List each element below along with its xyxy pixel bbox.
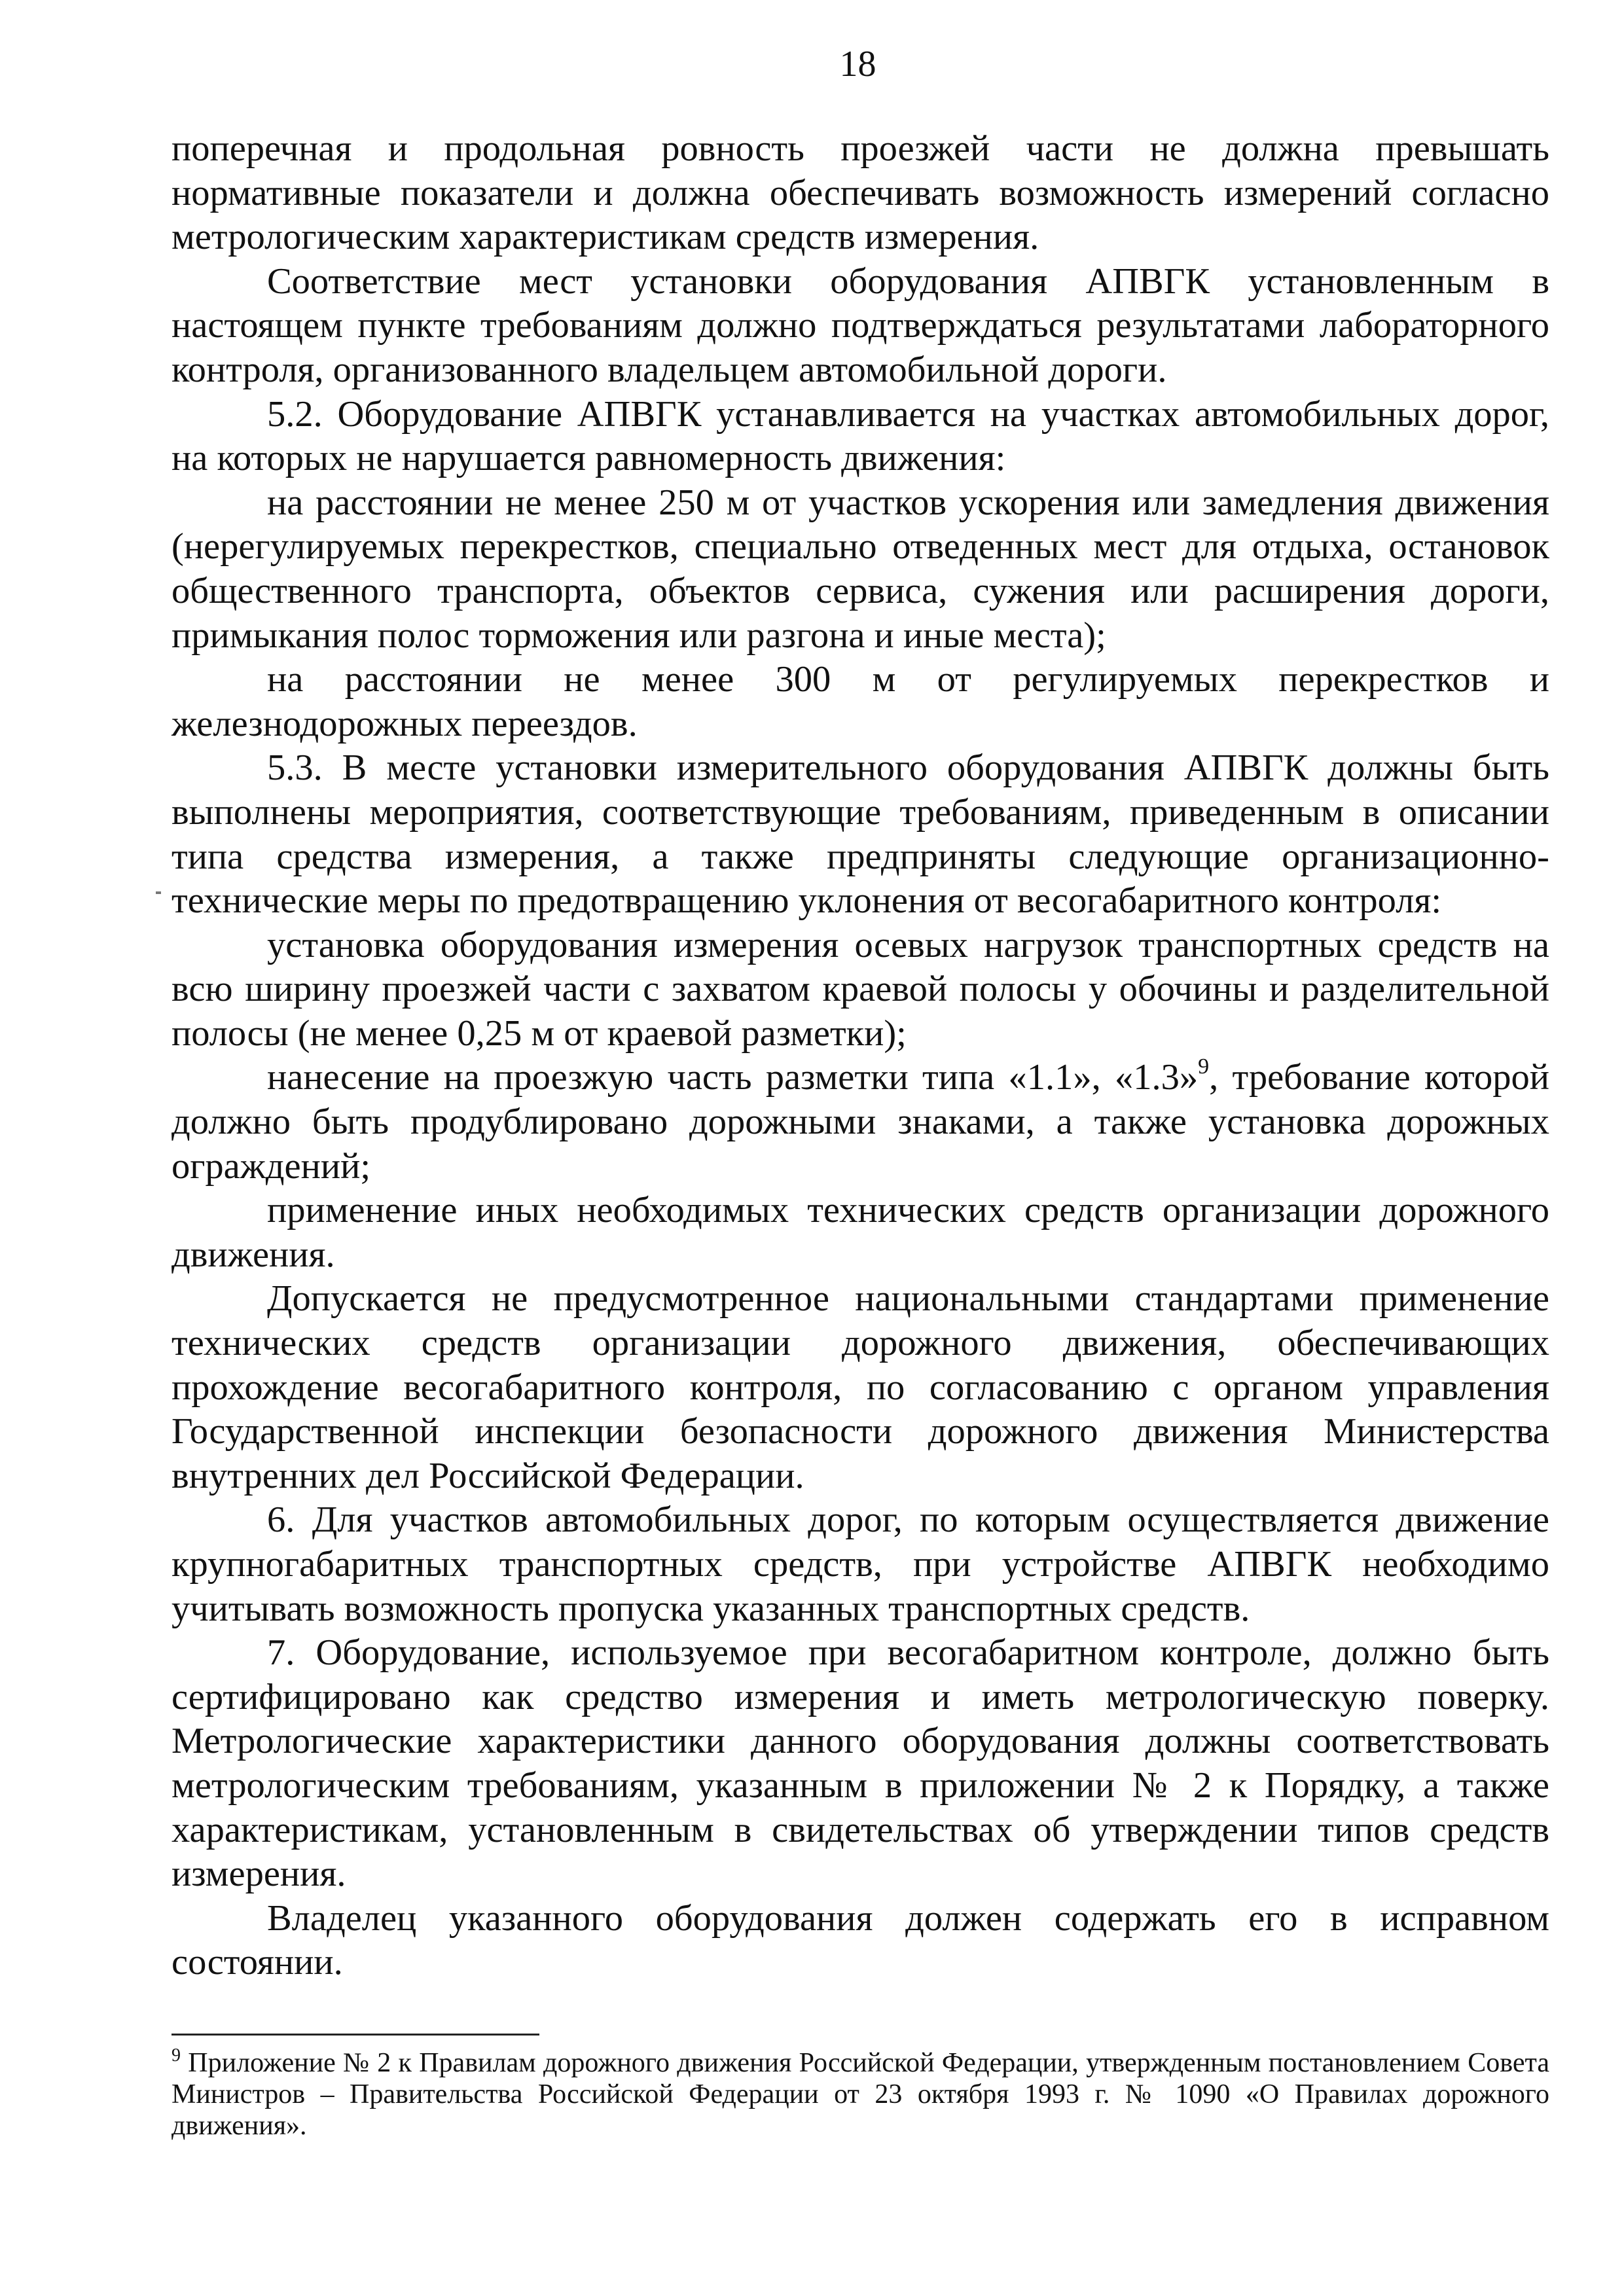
page-number: 18: [839, 44, 876, 84]
paragraph-250m: на расстоянии не менее 250 м от участков ускорения или замедления движения (нерегулируемых перекрестков, специально отведенных мест для отдыха, остановок общественного транспорта, объектов сервиса, сужения или расширения дороги, примыкания полос торможения или разгона и иные места);: [171, 482, 1549, 656]
paragraph-5-3: 5.3. В месте установки измерительного оборудования АПВГК должны быть выполнены мероприятия, соответствующие требованиям, приведенным в описании типа средства измерения, а также предприняты следующие организационно-технические меры по предотвращению уклонения от весогабаритного контроля:: [171, 747, 1549, 922]
footnote: [171, 2047, 1549, 2142]
paragraph-owner: Владелец указанного оборудования должен содержать его в исправном состоянии.: [171, 1897, 1549, 1983]
paragraph-6: 6. Для участков автомобильных дорог, по которым осуществляется движение крупногабаритных транспортных средств, при устройстве АПВГК необходимо учитывать возможность пропуска указанных транспортных средств.: [171, 1499, 1549, 1629]
marking-text-after: , требование которой должно быть продублировано дорожными знаками, а также установка дорожных ограждений;: [171, 1057, 1549, 1187]
paragraph-other-means: применение иных необходимых технических средств организации дорожного движения.: [171, 1190, 1549, 1275]
footnote-reference: 9: [1198, 1054, 1210, 1079]
marking-text-before: нанесение на проезжую часть разметки типа «1.1», «1.3»: [267, 1057, 1199, 1098]
footnote-divider: [171, 2034, 539, 2036]
paragraph-permitted: Допускается не предусмотренное национальными стандартами применение технических средств организации дорожного движения, обеспечивающих прохождение весогабаритного контроля, по согласованию с органом управления Государственной инспекции безопасности дорожного движения Министерства внутренних дел Российской Федерации.: [171, 1278, 1549, 1496]
margin-mark: [156, 891, 161, 894]
paragraph-lab-control: Соответствие мест установки оборудования АПВГК установленным в настоящем пункте требованиям должно подтверждаться результатами лабораторного контроля, организованного владельцем автомобильной дороги.: [171, 260, 1549, 390]
footnote-text: Приложение № 2 к Правилам дорожного движения Российской Федерации, утвержденным постановлением Совета Министров – Правительства Российской Федерации от 23 октября 1993 г. № 1090 «О Правилах дорожного движения».: [171, 2048, 1549, 2141]
paragraph-7: 7. Оборудование, используемое при весогабаритном контроле, должно быть сертифицировано как средство измерения и иметь метрологическую поверку. Метрологические характеристики данного оборудования должны соответствовать метрологическим требованиям, указанным в приложении № 2 к Порядку, а также характеристикам, установленным в свидетельствах об утверждении типов средств измерения.: [171, 1632, 1549, 1895]
paragraph-300m: на расстоянии не менее 300 м от регулируемых перекрестков и железнодорожных переездов.: [171, 659, 1549, 744]
body-text: [171, 127, 1549, 1985]
paragraph-5-2: 5.2. Оборудование АПВГК устанавливается на участках автомобильных дорог, на которых не нарушается равномерность движения:: [171, 393, 1549, 479]
paragraph-evenness: поперечная и продольная ровность проезжей части не должна превышать нормативные показатели и должна обеспечивать возможность измерений согласно метрологическим характеристикам средств измерения.: [171, 128, 1549, 258]
paragraph-axle-load: установка оборудования измерения осевых нагрузок транспортных средств на всю ширину проезжей части с захватом краевой полосы у обочины и разделительной полосы (не менее 0,25 м от краевой разметки);: [171, 924, 1549, 1054]
footnote-marker: 9: [171, 2045, 181, 2066]
paragraph-road-marking: [171, 1056, 1549, 1189]
